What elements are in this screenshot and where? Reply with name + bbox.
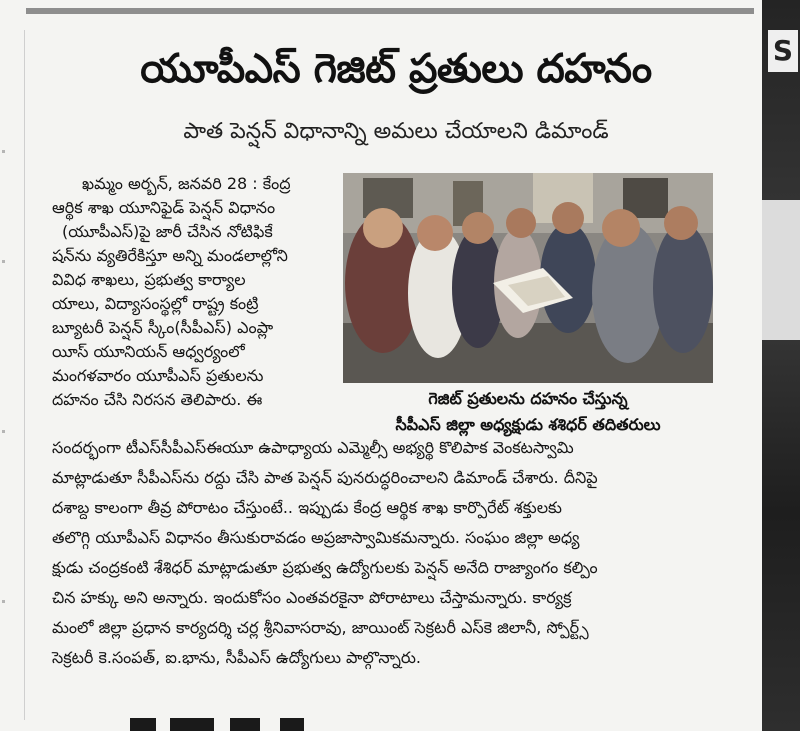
body-line: ఖమ్మం అర్బన్, జనవరి 28 : కేంద్ర <box>82 174 291 193</box>
body-line: బ్యూటరీ పెన్షన్ స్కీం(సీపీఎస్) ఎంప్లా <box>52 318 274 337</box>
body-line: షన్‌ను వ్యతిరేకిస్తూ అన్ని మండలాల్లోని <box>52 246 288 265</box>
body-line: చిన హక్కు అని అన్నారు. ఇందుకోసం ఎంతవరకైనా పోరాటాలు చేస్తామన్నారు. కార్యక్ర <box>52 588 572 607</box>
body-line: యాలు, విద్యాసంస్థల్లో రాష్ట్ర కంట్రి <box>52 294 259 313</box>
subheadline: పాత పెన్షన్ విధానాన్ని అమలు చేయాలని డిమాండ్ <box>183 119 609 144</box>
adjacent-article-strip <box>762 0 800 731</box>
body-line: క్షుడు చంద్రకంటి శేశిధర్ మాట్లాడుతూ ప్రభుత్వ ఉద్యోగులకు పెన్షన్ అనేది రాజ్యాంగం కల్పిం <box>52 558 598 577</box>
caption-line: గెజిట్ ప్రతులను దహనం చేస్తున్న <box>428 389 628 408</box>
body-line: యీస్ యూనియన్ ఆధ్వర్యంలో <box>52 342 245 361</box>
margin-mark <box>2 150 5 153</box>
body-line: దహనం చేసి నిరసన తెలిపారు. ఈ <box>52 390 263 409</box>
column-rule <box>24 30 25 720</box>
body-line: (యూపీఎస్)పై జారీ చేసిన నోటిఫికే <box>62 222 273 241</box>
top-rule <box>26 8 754 14</box>
margin-mark <box>2 430 5 433</box>
margin-mark <box>2 600 5 603</box>
photo-caption <box>343 386 713 438</box>
body-line: సందర్భంగా టీఎస్‌సీపీఎస్‌ఈయూ ఉపాధ్యాయ ఎమ్మెల్సీ అభ్యర్థి కొలిపాక వెంకటస్వామి <box>52 438 574 457</box>
body-line: దశాబ్ద కాలంగా తీవ్ర పోరాటం చేస్తుంటే.. ఇప్పుడు కేంద్ర ఆర్థిక శాఖ కార్పొరేట్ శక్తులకు <box>52 498 562 517</box>
margin-mark <box>2 260 5 263</box>
adjacent-logo: S <box>768 30 798 72</box>
headline: యూపీఎస్ గెజిట్ ప్రతులు దహనం <box>140 46 652 92</box>
body-line: సెక్రటరీ కె.సంపత్, ఐ.భాను, సీపీఎస్ ఉద్యోగులు పాల్గొన్నారు. <box>52 648 421 667</box>
body-line: మాట్లాడుతూ సీపీఎస్‌ను రద్దు చేసి పాత పెన్షన్ పునరుద్ధరించాలని డిమాండ్ చేశారు. దీనిపై <box>52 468 598 487</box>
body-line: ఆర్థిక శాఖ యూనిఫైడ్ పెన్షన్ విధానం <box>52 198 276 217</box>
adjacent-photo-edge <box>762 200 800 340</box>
body-line: మంగళవారం యూపీఎస్ ప్రతులను <box>52 366 264 385</box>
body-line: తలొగ్గి యూపీఎస్ విధానం తీసుకురావడం అప్రజాస్వామికమన్నారు. సంఘం జిల్లా అధ్య <box>52 528 580 547</box>
body-line: మంలో జిల్లా ప్రధాన కార్యదర్శి చర్ల శ్రీనివాసరావు, జాయింట్ సెక్రటరీ ఎస్‌కె జిలానీ, స్పోర్ట్స్ <box>52 618 589 637</box>
body-line: వివిధ శాఖలు, ప్రభుత్వ కార్యాల <box>52 270 246 289</box>
article-photo <box>343 173 713 383</box>
next-article-headline-fragment <box>40 716 340 731</box>
caption-line: సీపీఎస్ జిల్లా అధ్యక్షుడు శశిధర్ తదితరులు <box>395 415 661 434</box>
